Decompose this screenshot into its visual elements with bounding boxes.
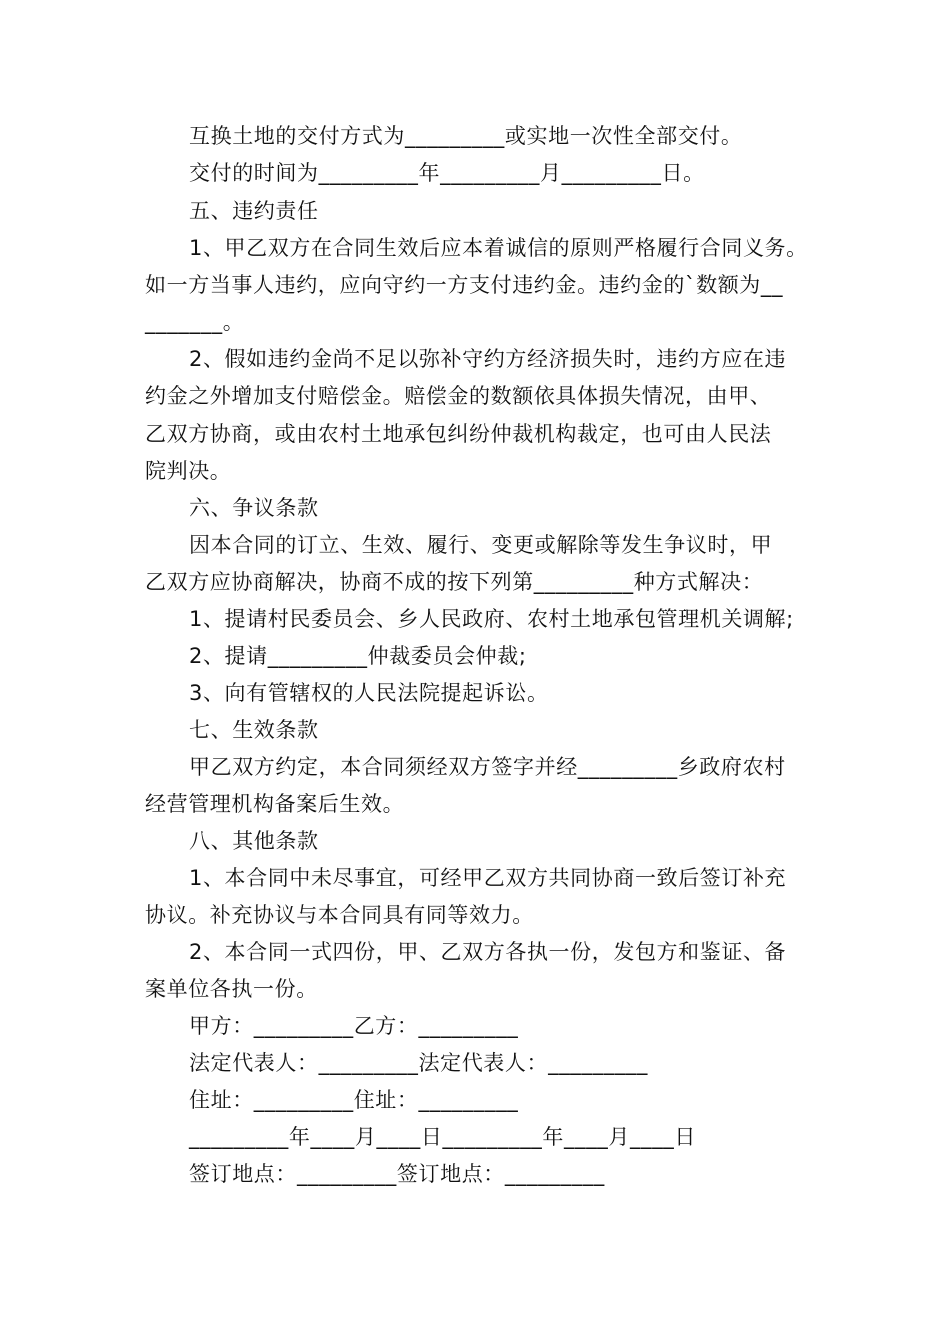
section-heading-other: 八、其他条款 xyxy=(189,829,319,853)
paragraph-line: 案单位各执一份。 xyxy=(145,977,318,1001)
paragraph-line: 因本合同的订立、生效、履行、变更或解除等发生争议时，甲 xyxy=(189,533,773,557)
paragraph-line: 约金之外增加支付赔偿金。赔偿金的数额依具体损失情况，由甲、 xyxy=(145,384,772,408)
signature-parties-line: 甲方：_________乙方：_________ xyxy=(189,1014,519,1038)
section-heading-effect: 七、生效条款 xyxy=(189,718,319,742)
section-heading-dispute: 六、争议条款 xyxy=(189,496,319,520)
list-item: 3、向有管辖权的人民法院提起诉讼。 xyxy=(189,681,549,705)
paragraph-line: _______。 xyxy=(145,310,245,334)
signature-representatives-line: 法定代表人：_________法定代表人：_________ xyxy=(189,1051,648,1075)
paragraph-line: 2、假如违约金尚不足以弥补守约方经济损失时，违约方应在违 xyxy=(189,347,787,371)
paragraph-line: 乙双方应协商解决，协商不成的按下列第_________种方式解决： xyxy=(145,570,764,594)
paragraph-line: 乙双方协商，或由农村土地承包纠纷仲裁机构裁定，也可由人民法 xyxy=(145,422,772,446)
paragraph-line: 甲乙双方约定，本合同须经双方签字并经_________乡政府农村 xyxy=(189,755,786,779)
signature-address-line: 住址：_________住址：_________ xyxy=(189,1088,519,1112)
delivery-method-line: 互换土地的交付方式为_________或实地一次性全部交付。 xyxy=(189,124,743,148)
paragraph-line: 经营管理机构备案后生效。 xyxy=(145,792,405,816)
paragraph-line: 院判决。 xyxy=(145,459,232,483)
paragraph-line: 协议。补充协议与本合同具有同等效力。 xyxy=(145,903,534,927)
list-item: 1、提请村民委员会、乡人民政府、农村土地承包管理机关调解; xyxy=(189,607,794,631)
list-item: 2、提请_________仲裁委员会仲裁; xyxy=(189,644,527,668)
delivery-date-line: 交付的时间为_________年_________月_________日。 xyxy=(189,161,705,185)
signature-place-line: 签订地点：_________签订地点：_________ xyxy=(189,1162,605,1186)
paragraph-line: 如一方当事人违约，应向守约一方支付违约金。违约金的`数额为__ xyxy=(145,273,784,297)
paragraph-line: 1、本合同中未尽事宜，可经甲乙双方共同协商一致后签订补充 xyxy=(189,866,787,890)
signature-date-line: _________年____月____日_________年____月____日 xyxy=(189,1125,696,1149)
paragraph-line: 2、本合同一式四份，甲、乙双方各执一份，发包方和鉴证、备 xyxy=(189,940,787,964)
paragraph-line: 1、甲乙双方在合同生效后应本着诚信的原则严格履行合同义务。 xyxy=(189,236,808,260)
section-heading-breach: 五、违约责任 xyxy=(189,199,319,223)
